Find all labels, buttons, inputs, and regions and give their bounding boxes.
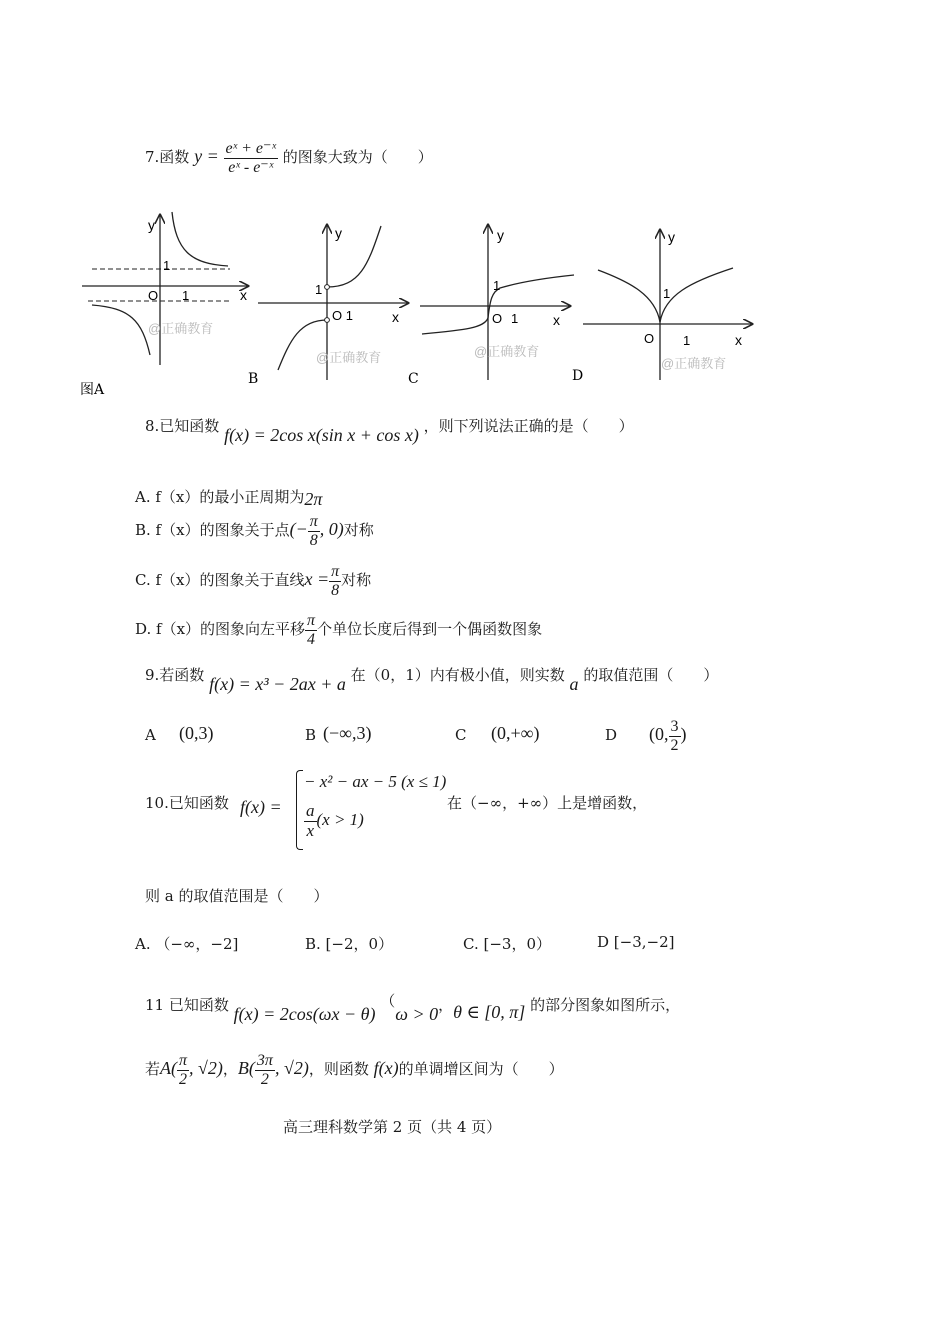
q8-c-num: π xyxy=(331,563,340,580)
graph-b-open-point-top xyxy=(325,285,330,290)
q10-line2: 则 a 的取值范围是（ ） xyxy=(145,887,329,905)
q8-b-tail: 对称 xyxy=(343,521,374,540)
graph-b-y-label: y xyxy=(335,225,342,241)
q8-b-fraction xyxy=(308,513,320,549)
q9-d-num: 3 xyxy=(670,718,679,735)
graph-b-o1: O 1 xyxy=(332,308,353,323)
q8-formula: f(x) = 2cos x(sin x + cos x) xyxy=(224,425,419,445)
graph-c-watermark: @正确教育 xyxy=(474,344,540,359)
q10-case1: − x² − ax − 5 (x ≤ 1) xyxy=(304,772,447,791)
q11-l2-b-num: 3π xyxy=(256,1052,273,1069)
q11-l2-a-fraction xyxy=(177,1052,189,1088)
graph-d-curve-right xyxy=(660,268,733,322)
graph-a-curve-left xyxy=(92,305,150,355)
graph-a-y-label: y xyxy=(148,217,155,233)
q9-b-val: (−∞,3) xyxy=(323,723,372,743)
graph-d-one-x: 1 xyxy=(683,333,691,348)
q8-option-a xyxy=(135,486,322,507)
q9-var: a xyxy=(569,674,579,694)
graph-b xyxy=(258,225,408,380)
page-footer: 高三理科数学第 2 页（共 4 页） xyxy=(283,1118,502,1136)
q8-b-num: π xyxy=(309,513,318,530)
q9-c-val: (0,+∞) xyxy=(491,723,540,743)
q8-a-text: A. f（x）的最小正周期为 xyxy=(135,488,305,506)
q9-line xyxy=(145,664,719,694)
q11-l2-b-den: 2 xyxy=(260,1070,269,1088)
q8-b-math-pre: (− xyxy=(289,519,308,540)
q11-formula: f(x) = 2cos(ωx − θ) xyxy=(233,1004,376,1024)
q7-y-eq: y = xyxy=(194,146,219,167)
q7-denominator: eˣ - e⁻ˣ xyxy=(228,158,274,176)
q11-l2-fx: f(x) xyxy=(373,1058,399,1079)
graph-a-one-x: 1 xyxy=(182,288,190,303)
q8-a-math: 2π xyxy=(304,489,323,509)
graph-a-origin: O xyxy=(148,288,159,303)
q10-option-a: A. （−∞，−2] xyxy=(135,935,239,953)
graph-d-y-label: y xyxy=(668,229,675,245)
graph-c xyxy=(420,225,574,380)
q8-line xyxy=(145,415,634,445)
q9-middle: 在（0，1）内有极小值，则实数 xyxy=(350,666,565,684)
graph-a-caption: 图A xyxy=(80,382,105,398)
q11-suffix: 的部分图象如图所示， xyxy=(530,996,681,1014)
q8-b-text: B. f（x）的图象关于点 xyxy=(135,521,290,540)
graph-b-x-label: x xyxy=(392,309,399,325)
q11-l2-b-fraction xyxy=(255,1052,275,1088)
q11-paren: （ xyxy=(380,992,396,1010)
graph-a xyxy=(82,212,248,365)
q9-formula: f(x) = x³ − 2ax + a xyxy=(209,674,346,694)
graph-d xyxy=(583,229,752,380)
graph-a-curve-right xyxy=(172,212,228,266)
q9-d-pre: (0, xyxy=(649,724,669,745)
q8-prefix: 8.已知函数 xyxy=(145,417,220,435)
q8-option-c xyxy=(135,563,371,599)
graph-a-x-label: x xyxy=(240,287,247,303)
q11-line1 xyxy=(145,992,681,1024)
graph-c-origin: O xyxy=(492,311,503,326)
q9-c-label: C xyxy=(455,726,467,744)
q11-cond2: θ ∈ [0, π] xyxy=(453,1002,526,1022)
graph-c-one-x: 1 xyxy=(511,311,519,326)
q7-prefix: 7.函数 xyxy=(145,148,190,167)
graph-c-x-label: x xyxy=(553,312,560,328)
q11-line2 xyxy=(145,1052,564,1088)
q9-d-val xyxy=(649,718,687,754)
q9-options xyxy=(145,718,705,768)
q8-d-tail: 个单位长度后得到一个偶函数图象 xyxy=(317,620,543,639)
q9-d-den: 2 xyxy=(670,736,679,754)
q9-suffix: 的取值范围（ ） xyxy=(583,666,719,684)
q10-fx: f(x) = xyxy=(240,797,282,817)
q10-option-b: B. [−2，0） xyxy=(305,935,394,953)
q9-d-post: ) xyxy=(680,724,687,745)
q11-l2-a-num: π xyxy=(179,1052,188,1069)
graph-d-caption: D xyxy=(572,368,584,384)
q7-numerator: eˣ + e⁻ˣ xyxy=(225,140,276,157)
q8-b-math-post: , 0) xyxy=(319,519,344,540)
q11-l2-pre: 若 xyxy=(145,1060,161,1079)
q11-comma: ， xyxy=(438,996,454,1014)
q8-c-text: C. f（x）的图象关于直线 xyxy=(135,571,305,590)
graph-d-one-y: 1 xyxy=(663,286,671,301)
q10-case2 xyxy=(304,802,364,840)
q10-case2-fraction xyxy=(304,802,317,840)
q8-c-math: x = xyxy=(304,569,330,590)
graph-b-watermark: @正确教育 xyxy=(316,350,382,365)
q11-l2-a-post: , √2) xyxy=(189,1058,223,1079)
q11-l2-a-den: 2 xyxy=(179,1070,188,1088)
q11-l2-suffix: 的单调增区间为（ ） xyxy=(398,1060,564,1079)
q11-l2-sep: ， xyxy=(222,1060,238,1079)
q10-case2-cond: (x > 1) xyxy=(316,810,364,830)
q10-prefix: 10.已知函数 xyxy=(145,794,229,812)
q9-a-label: A xyxy=(145,726,156,744)
q11-l2-b: B( xyxy=(237,1058,255,1079)
q9-a-val: (0,3) xyxy=(179,723,214,743)
q11-prefix: 11 已知函数 xyxy=(145,996,229,1014)
graph-d-curve-left xyxy=(598,270,660,322)
q8-d-num: π xyxy=(307,612,316,629)
q8-c-fraction xyxy=(329,563,341,599)
q11-l2-b-post: , √2) xyxy=(274,1058,309,1079)
q10-brace xyxy=(296,770,303,850)
graph-b-open-point-bottom xyxy=(325,318,330,323)
q9-d-label: D xyxy=(605,726,618,744)
q11-l2-mid: ，则函数 xyxy=(308,1060,369,1079)
q7-fraction xyxy=(224,140,278,176)
graph-a-one-y: 1 xyxy=(163,258,171,273)
graph-d-origin: O xyxy=(644,331,655,346)
q9-b-label: B xyxy=(305,726,317,744)
q11-l2-a: A( xyxy=(160,1058,178,1079)
q10-option-d: D [−3,−2] xyxy=(597,933,675,951)
q8-c-tail: 对称 xyxy=(341,571,372,590)
q9-prefix: 9.若函数 xyxy=(145,666,205,684)
q7-graphs xyxy=(0,195,950,405)
q8-d-fraction xyxy=(305,612,317,648)
graph-a-watermark: @正确教育 xyxy=(148,321,214,336)
q10-suffix: 在（−∞，+∞）上是增函数， xyxy=(447,794,648,812)
q10-option-c: C. [−3，0） xyxy=(463,935,551,953)
graph-b-caption: B xyxy=(248,371,259,387)
q11-cond1: ω > 0 xyxy=(395,1004,439,1024)
graph-d-x-label: x xyxy=(735,332,742,348)
graph-c-caption: C xyxy=(408,371,419,387)
q7-suffix: 的图象大致为（ ） xyxy=(282,148,433,167)
q8-d-text: D. f（x）的图象向左平移 xyxy=(135,620,306,639)
q9-d-fraction xyxy=(669,718,681,754)
q10-case2-den: x xyxy=(306,820,315,840)
q10-case2-num: a xyxy=(306,801,315,820)
q8-c-den: 8 xyxy=(331,581,340,599)
q8-option-b xyxy=(135,513,374,549)
q8-b-den: 8 xyxy=(309,531,318,549)
graph-c-one-y: 1 xyxy=(493,278,501,293)
q8-d-den: 4 xyxy=(307,630,316,648)
graph-b-one-y: 1 xyxy=(315,282,323,297)
graph-d-watermark: @正确教育 xyxy=(661,356,727,371)
q7-line xyxy=(145,140,433,176)
q8-suffix: ，则下列说法正确的是（ ） xyxy=(423,417,634,435)
graph-c-y-label: y xyxy=(497,227,504,243)
q8-option-d xyxy=(135,612,542,648)
